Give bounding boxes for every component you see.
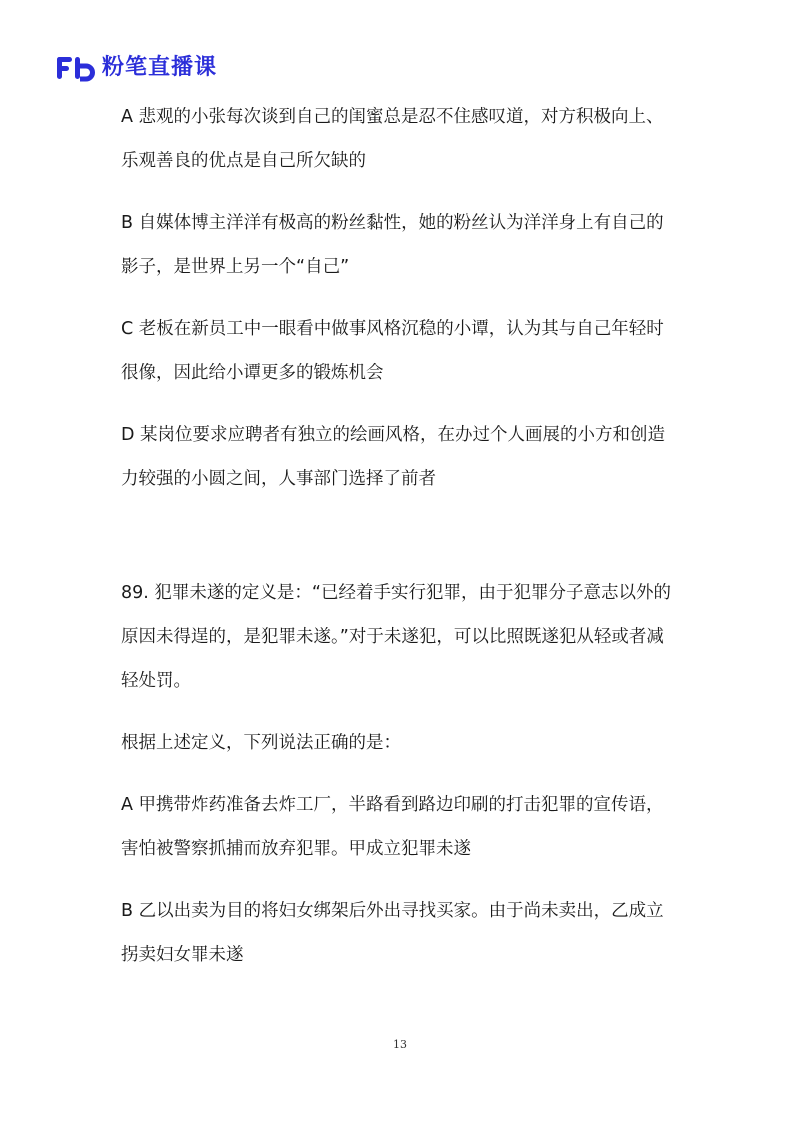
fb-logo-icon xyxy=(56,54,96,82)
q89-option-a: A 甲携带炸药准备去炸工厂，半路看到路边印刷的打击犯罪的宣传语，害怕被警察抓捕而放弃犯罪。甲成立犯罪未遂 xyxy=(121,795,664,859)
brand-name: 粉笔直播课 xyxy=(102,55,218,80)
q89-prompt: 根据上述定义，下列说法正确的是： xyxy=(121,733,401,753)
q89-option-b: B 乙以出卖为目的将妇女绑架后外出寻找买家。由于尚未卖出，乙成立拐卖妇女罪未遂 xyxy=(121,901,664,965)
document-body xyxy=(121,95,681,977)
q88-option-c: C 老板在新员工中一眼看中做事风格沉稳的小谭，认为其与自己年轻时很像，因此给小谭更多的锻炼机会 xyxy=(121,319,664,383)
page-number: 13 xyxy=(393,1038,407,1051)
header xyxy=(56,52,217,84)
q88-option-b: B 自媒体博主洋洋有极高的粉丝黏性，她的粉丝认为洋洋身上有自己的影子，是世界上另一个“自己” xyxy=(121,213,664,277)
q88-option-a: A 悲观的小张每次谈到自己的闺蜜总是忍不住感叹道，对方积极向上、乐观善良的优点是自己所欠缺的 xyxy=(121,107,664,171)
q89-stem: 89. 犯罪未遂的定义是：“已经着手实行犯罪，由于犯罪分子意志以外的原因未得逞的，是犯罪未遂。”对于未遂犯，可以比照既遂犯从轻或者减轻处罚。 xyxy=(121,583,671,691)
q88-option-d: D 某岗位要求应聘者有独立的绘画风格，在办过个人画展的小方和创造力较强的小圆之间，人事部门选择了前者 xyxy=(121,425,666,489)
